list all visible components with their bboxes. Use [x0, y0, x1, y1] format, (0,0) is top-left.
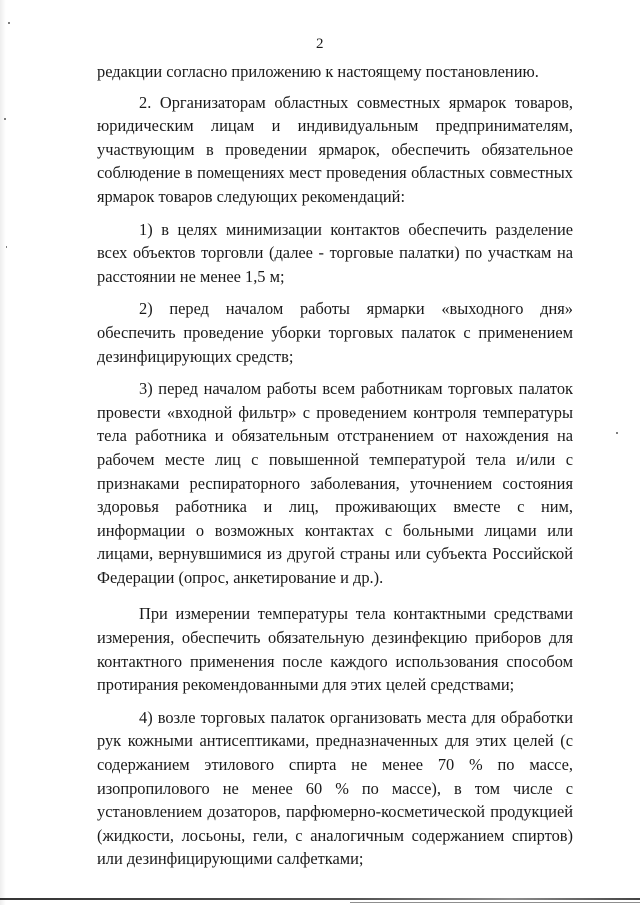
- scan-speck: [616, 432, 618, 434]
- scan-bottom-border-thin: [350, 902, 640, 903]
- scan-speck: [8, 22, 10, 24]
- paragraph-subitem-1: 1) в целях минимизации контактов обеспечить разделение всех объектов торговли (далее - торговые палатки) по участкам на расстоянии не менее 1,5 м;: [97, 219, 573, 286]
- paragraph-subitem-4: 4) возле торговых палаток организовать места для обработки рук кожными антисептиками, предназначенных для этих целей (с содержанием этилового спирта не менее 70 % по массе, изопропилового не менее 60 % по массе), в том числе с установлением дозаторов, парфюмерно-косметической продукцией (жидкости, лосьоны, гели, с аналогичным содержанием спиртов) или дезинфицирующими салфетками;: [97, 707, 573, 869]
- scan-edge-shadow: [0, 0, 6, 905]
- scan-bottom-border: [0, 898, 640, 900]
- paragraph-continuation: редакции согласно приложению к настоящему постановлению.: [97, 62, 539, 81]
- paragraph-subitem-2: 2) перед началом работы ярмарки «выходного дня» обеспечить проведение уборки торговых палаток с применением дезинфицирующих средств;: [97, 299, 573, 366]
- scan-speck: [6, 246, 7, 248]
- page-number: 2: [316, 36, 324, 52]
- paragraph-temperature-measurement: При измерении температуры тела контактными средствами измерения, обеспечить обязательную дезинфекцию приборов для контактного применения после каждого использования способом протирания рекомендованными для этих целей средствами;: [97, 604, 573, 695]
- scan-speck: [4, 118, 6, 120]
- document-body: [97, 60, 573, 871]
- paragraph-item-2: 2. Организаторам областных совместных ярмарок товаров, юридическим лицам и индивидуальным предпринимателям, участвующим в проведении ярмарок, обеспечить обязательное соблюдение в помещениях мест проведения областных совместных ярмарок товаров следующих рекомендаций:: [97, 92, 573, 206]
- paragraph-subitem-3: 3) перед началом работы всем работникам торговых палаток провести «входной фильтр» с проведением контроля температуры тела работника и обязательным отстранением от нахождения на рабочем месте лиц с повышенной температурой тела и/или с признаками респираторного заболевания, уточнением состояния здоровья работника и лиц, проживающих вместе с ним, информации о возможных контактах с больными лицами или лицами, вернувшимися из другой страны или субъекта Российской Федерации (опрос, анкетирование и др.).: [97, 379, 573, 587]
